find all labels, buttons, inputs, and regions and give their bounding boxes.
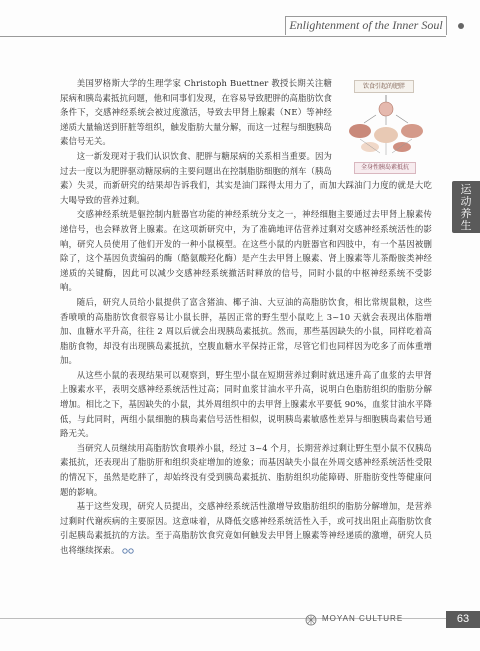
header-rule xyxy=(0,36,446,37)
paragraph: 随后，研究人员给小鼠提供了富含猪油、椰子油、大豆油的高脂肪饮食，相比常规鼠粮，这些香喷喷的高脂肪饮食很容易让小鼠长胖，基因正常的野生型小鼠吃上 3~10 天就会表现出体脂增加、血糖水平升高，往往 2 周以后就会出现胰岛素抵抗。然而，那些基因缺失的小鼠，同样吃着高脂肪食物，却没有出现胰岛素抵抗，空腹血糖水平保持正常，尽管它们也同样因为吃多了而体重增加。 xyxy=(60,296,432,366)
brand-logo-icon xyxy=(305,614,317,626)
paragraph: 交感神经系统是躯控制内脏器官功能的神经系统分支之一，神经细胞主要通过去甲肾上腺素传递信号，也会释放肾上腺素。在这项新研究中，为了准确地评估营养过剩对交感神经系统活性的影响，研究人员使用了他们开发的一种小鼠模型。在这些小鼠的内脏器官和四肢中，有一个基因被删除了，这个基因负责编码的酶（酪氨酸羟化酶）是产生去甲肾上腺素、肾上腺素等儿茶酚胺类神经递质的关键酶，因此可以减少交感神经系统撤活时释放的信号，同时小鼠的中枢神经系统不受影响。 xyxy=(60,209,432,293)
obesity-figure xyxy=(340,80,432,176)
paragraph: 从这些小鼠的表现结果可以观察到，野生型小鼠在短期营养过剩时就迅速升高了血浆的去甲肾上腺素水平，表明交感神经系统活性过高；同时血浆甘油水平升高，说明白色脂肪组织的脂肪分解增加。相比之下，基因缺失的小鼠，其外周组织中的去甲肾上腺素水平要低 90%，血浆甘油水平降低，与此同时，两组小鼠细胞的胰岛素信号活性相似，说明胰岛素敏感性差异与细胞胰岛素信号通路无关。 xyxy=(60,369,432,439)
paragraph: 美国罗格斯大学的生理学家 Christoph Buettner 教授长期关注糖尿病和胰岛素抵抗问题，他和同事们发现，在容易导致肥胖的高脂肪饮食条件下，交感神经系统会被过度激活，导致去甲肾上腺素（NE）等神经递质大量输送到肝脏等组织，触发脂肪大量分解，而这一过程与细胞胰岛素信号无关。 xyxy=(60,78,332,147)
paragraph: 当研究人员继续用高脂肪饮食喂养小鼠，经过 3~4 个月，长期营养过剩让野生型小鼠不仅胰岛素抵抗，还表现出了脂肪肝和组织炎症增加的迹象；而基因缺失小鼠在外周交感神经系统活性受限的情况下，虽然是吃胖了，却始终没有受到胰岛素抵抗、脂肪组织功能障碍、肝脂肪变性等健康问题的影响。 xyxy=(60,442,432,497)
paragraph: 基于这些发现，研究人员提出，交感神经系统活性激增导致脂肪组织的脂肪分解增加，是营养过剩时代谢疾病的主要原因。这意味着，从降低交感神经系统活性入手，或可找出阻止高脂肪饮食引起胰岛素抵抗的方法。至于高脂肪饮食究竟如何触发去甲肾上腺素等神经递质的激增，研究人员也将继续探索。 xyxy=(60,501,432,555)
footer-brand: MOYAN CULTURE xyxy=(322,614,404,623)
article-body xyxy=(60,76,432,558)
header-bullet xyxy=(458,23,464,29)
paragraph: 这一新发现对于我们认识饮食、肥胖与糖尿病的关系相当重要。因为过去一度以为肥胖驱动糖尿病的主要问题出在控制脂肪细胞的剂车（胰岛素）失灵，而新研究的结果却告诉我们，其实是油门踩得太用力了，而加大踩油门力度的就是大吃大喝导致的营养过剩。 xyxy=(60,150,432,205)
section-tab-label: 运动养生 xyxy=(460,183,472,232)
end-mark-icon xyxy=(122,548,134,554)
running-header-title: Enlightenment of the Inner Soul xyxy=(289,18,443,32)
section-tab xyxy=(452,181,480,233)
page-number: 63 xyxy=(456,613,470,625)
figure-title: 饮食引起的肥胖 xyxy=(354,80,414,93)
page-number-box xyxy=(446,611,480,628)
running-header xyxy=(285,16,447,35)
figure-caption: 全身性胰岛素抵抗 xyxy=(354,162,416,174)
organ-diagram-illustration xyxy=(340,95,432,157)
